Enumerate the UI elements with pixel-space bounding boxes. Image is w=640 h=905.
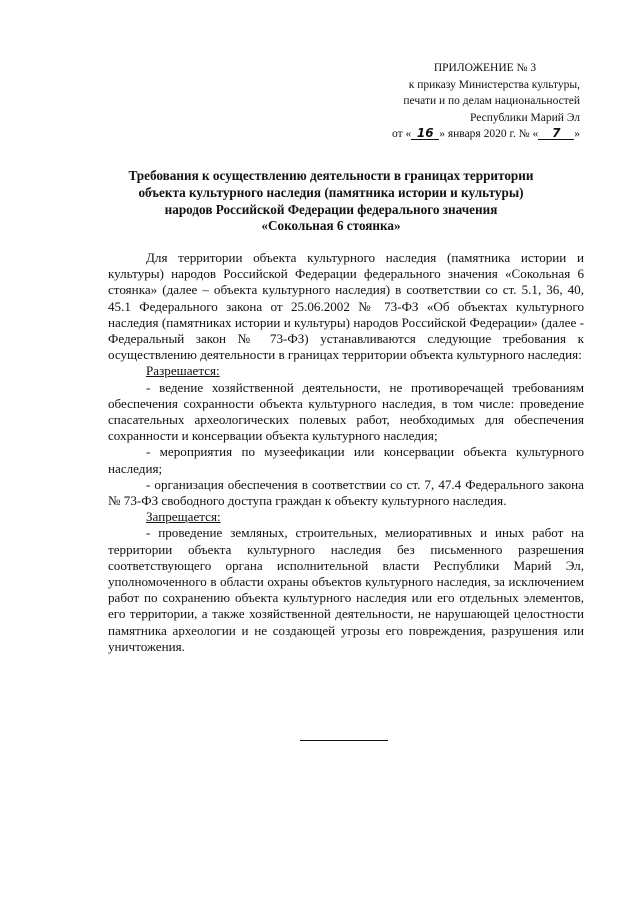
date-middle: » января 2020 г. № « — [439, 128, 539, 140]
date-prefix: от « — [391, 128, 412, 140]
closing-divider — [300, 740, 388, 741]
handwritten-day: 16 — [411, 127, 439, 140]
document-title — [105, 168, 557, 235]
appendix-header — [330, 60, 580, 143]
title-line-3: народов Российской Федерации федерального значения — [164, 201, 498, 217]
appendix-title: ПРИЛОЖЕНИЕ № 3 — [433, 62, 537, 74]
title-line-2: объекта культурного наследия (памятника истории и культуры) — [138, 184, 524, 200]
title-line-1: Требования к осуществлению деятельности в границах территории — [128, 168, 534, 183]
appendix-line-1: к приказу Министерства культуры, — [408, 78, 580, 91]
appendix-date-line — [330, 126, 580, 143]
document-body — [108, 250, 584, 655]
intro-paragraph: Для территории объекта культурного наследия (памятника истории и культуры) народов Российской Федерации федерального значения «Сокольная 6 стоянка» (далее – объекта культурного наследия) в соответствии со ст. 5.1, 36, 40, 45.1 Федерального закона от 25.06.2002 № 73-ФЗ «Об объектах культурного наследия (памятниках истории и культуры) народов Российской Федерации» (далее - Федеральный закон № 73-ФЗ) устанавливаются следующие требования к осуществлению деятельности в границах территории объекта культурного наследия: — [108, 250, 584, 363]
forbidden-item-1: - проведение земляных, строительных, мелиоративных и иных работ на территории объекта культурного наследия без письменного разрешения соответствующего органа исполнительной власти Республики Марий Эл, уполномоченного в области охраны объектов культурного наследия, за исключением работ по сохранению объекта культурного наследия или его отдельных элементов, его территории, а также хозяйственной деятельности, не нарушающей целостности памятника археологии и не создающей угрозы его повреждения, разрушения или уничтожения. — [108, 525, 584, 654]
handwritten-order-number: 7 — [538, 127, 574, 140]
date-suffix: » — [574, 128, 580, 140]
allowed-item-3: - организация обеспечения в соответствии со ст. 7, 47.4 Федерального закона № 73-ФЗ свободного доступа граждан к объекту культурного наследия. — [108, 476, 584, 509]
allowed-item-2: - мероприятия по музеефикации или консервации объекта культурного наследия; — [108, 444, 584, 476]
title-line-4: «Сокольная 6 стоянка» — [261, 218, 401, 234]
allowed-item-1: - ведение хозяйственной деятельности, не противоречащей требованиям обеспечения сохранности объекта культурного наследия, в том числе: проведение спасательных археологических полевых работ, необходимых для обеспечения сохранности и консервации объекта культурного наследия; — [108, 379, 584, 444]
forbidden-label: Запрещается: — [146, 509, 221, 525]
appendix-line-3: Республики Марий Эл — [469, 111, 580, 124]
allowed-label: Разрешается: — [146, 363, 220, 379]
appendix-line-2: печати и по делам национальностей — [403, 95, 580, 107]
